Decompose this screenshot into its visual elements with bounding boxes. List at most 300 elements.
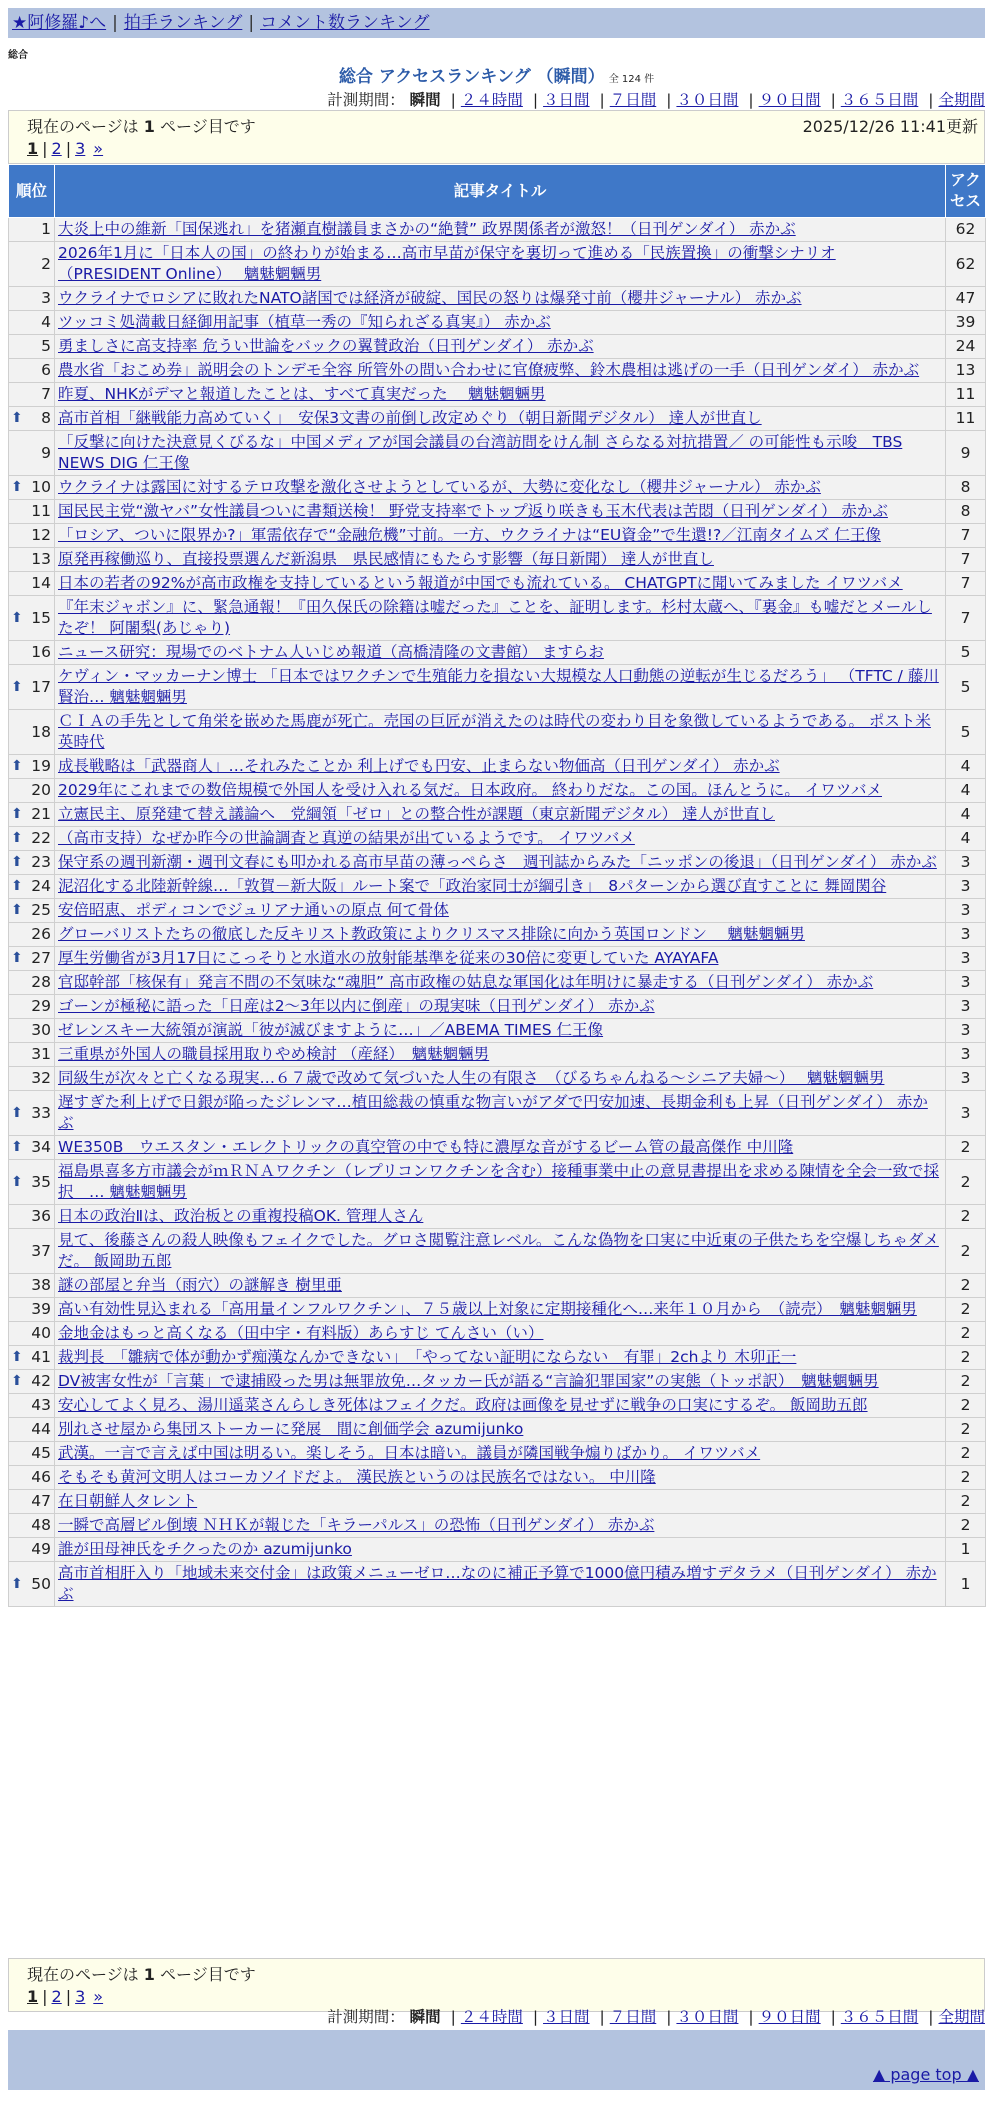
access-count: 3 [946,1091,986,1136]
up-arrow-icon: ⬆ [11,950,23,966]
rank-number: 48 [31,1516,51,1534]
access-count: 3 [946,1043,986,1067]
access-count: 13 [946,359,986,383]
table-row [9,827,986,851]
header-title: 記事タイトル [55,165,946,218]
rank-number: 25 [31,901,51,919]
article-title-link[interactable]: 官邸幹部「核保有」発言不問の不気味な“魂胆” 高市政権の姑息な軍国化は年明けに暴走する（日刊ゲンダイ） 赤かぶ [58,973,874,991]
rank-number: 24 [31,877,51,895]
up-arrow-icon: ⬆ [11,609,23,626]
access-count: 47 [946,287,986,311]
access-count: 24 [946,335,986,359]
title-cell [55,875,946,899]
article-title-link[interactable]: 「反撃に向けた決意見くびるな」中国メディアが国会議員の台湾訪問をけん制 さらなる対抗措置／ の可能性も示唆 TBS NEWS DIG 仁王像 [58,433,903,472]
table-row [9,1370,986,1394]
page-top-link[interactable]: ▲ page top ▲ [872,2065,979,2084]
rank-number: 39 [31,1300,51,1318]
rank-cell [9,1043,55,1067]
page-link-3[interactable]: 3 [75,139,86,158]
rank-cell [9,851,55,875]
table-row [9,500,986,524]
table-row [9,242,986,287]
rank-number: 8 [41,409,51,427]
header-rank: 順位 [9,165,55,218]
rank-cell [9,1538,55,1562]
article-title-link[interactable]: 成長戦略は「武器商人」…それみたことか 利上げでも円安、止まらない物価高（日刊ゲンダイ） 赤かぶ [58,757,780,775]
rank-cell [9,1562,55,1607]
table-row [9,1562,986,1607]
rank-number: 35 [31,1172,51,1191]
title-cell [55,1490,946,1514]
access-count: 7 [946,596,986,641]
title-cell [55,1370,946,1394]
access-count: 11 [946,383,986,407]
period-label: 計測期間： [327,2008,405,2026]
section-label: 総合 [8,50,28,61]
rank-number: 19 [31,757,51,775]
rank-cell [9,803,55,827]
article-title-link[interactable]: 金地金はもっと高くなる（田中宇・有料版）あらすじ てんさい（い） [58,1324,544,1342]
article-title-link[interactable]: ツッコミ処満載日経御用記事（植草一秀の『知られざる真実』） 赤かぶ [58,313,551,331]
title-cell [55,755,946,779]
article-title-link[interactable]: 2029年にこれまでの数倍規模で外国人を受け入れる気だ。日本政府。 終わりだな。この国。ほんとうに。 イワツバメ [58,781,882,799]
rank-number: 13 [31,550,51,568]
rank-cell [9,1136,55,1160]
access-count: 3 [946,995,986,1019]
access-count: 7 [946,572,986,596]
rank-number: 29 [31,997,51,1015]
access-count: 2 [946,1229,986,1274]
nav-link-asyura[interactable]: ★阿修羅♪へ [12,13,107,33]
table-row [9,1442,986,1466]
up-arrow-icon: ⬆ [11,902,23,918]
table-row [9,548,986,572]
article-title-link[interactable]: ウクライナでロシアに敗れたNATO諸国では経済が破綻、国民の怒りは爆発寸前（櫻井ジャーナル） 赤かぶ [58,289,802,307]
article-title-link[interactable]: 泥沼化する北陸新幹線…「敦賀－新大阪」ルート案で「政治家同士が綱引き」 8パターンから選び直すことに 舞岡関谷 [58,877,887,895]
table-row [9,875,986,899]
rank-cell [9,1274,55,1298]
article-title-link[interactable]: 原発再稼働巡り、直接投票選んだ新潟県 県民感情にもたらす影響（毎日新聞） 達人が世直し [58,550,714,568]
table-row [9,359,986,383]
table-row [9,1418,986,1442]
access-count: 11 [946,407,986,431]
title-cell [55,218,946,242]
period-link-90d[interactable]: ９０日間 [758,2008,821,2026]
page-title [0,62,993,87]
up-arrow-icon: ⬆ [11,878,23,894]
article-title-link[interactable]: 三重県が外国人の職員採用取りやめ検討 （産経） 魑魅魍魎男 [58,1045,490,1063]
access-count: 4 [946,779,986,803]
access-count: 3 [946,1067,986,1091]
rank-number: 22 [31,829,51,847]
title-cell [55,287,946,311]
pagination-top [8,110,985,164]
total-count: 全 124 件 [608,74,655,85]
access-count: 4 [946,755,986,779]
title-cell [55,803,946,827]
rank-cell [9,1322,55,1346]
page-next-link[interactable]: » [93,139,104,158]
rank-number: 49 [31,1540,51,1558]
table-row [9,803,986,827]
rank-cell [9,548,55,572]
rank-cell [9,1229,55,1274]
rank-cell [9,383,55,407]
article-title-link[interactable]: DV被害女性が「言葉」で逮捕殴った男は無罪放免…タッカー氏が語る“言論犯罪国家”の実態（トッポ訳） 魑魅魍魎男 [58,1372,879,1390]
period-link-365d[interactable]: ３６５日間 [840,2008,919,2026]
rank-cell [9,1346,55,1370]
up-arrow-icon: ⬆ [11,479,23,495]
rank-cell [9,641,55,665]
title-cell [55,971,946,995]
rank-cell [9,1442,55,1466]
table-row [9,641,986,665]
rank-number: 41 [31,1348,51,1366]
rank-number: 10 [31,478,51,496]
nav-link-clap-ranking[interactable]: 拍手ランキング [123,13,243,33]
rank-number: 44 [31,1420,51,1438]
rank-number: 45 [31,1444,51,1462]
article-title-link[interactable]: ＣＩＡの手先として角栄を嵌めた馬鹿が死亡。売国の巨匠が消えたのは時代の変わり目を象徴しているようである。 ポスト米英時代 [58,712,931,751]
title-cell [55,1205,946,1229]
access-count: 2 [946,1466,986,1490]
rank-cell [9,287,55,311]
rank-number: 7 [41,385,51,403]
rank-number: 2 [41,254,51,273]
title-cell [55,1562,946,1607]
table-row [9,383,986,407]
rank-cell [9,596,55,641]
rank-cell [9,1160,55,1205]
period-link-3d[interactable]: ３日間 [543,2008,590,2026]
table-row [9,1298,986,1322]
access-count: 5 [946,665,986,710]
rank-number: 33 [31,1103,51,1122]
nav-link-comment-ranking[interactable]: コメント数ランキング [260,13,430,33]
nav-separator: | [112,13,118,33]
current-page-text: 現在のページは 1 ページ目です [27,1965,256,1984]
table-row [9,218,986,242]
table-row [9,1538,986,1562]
access-count: 62 [946,242,986,287]
access-count: 2 [946,1346,986,1370]
rank-cell [9,923,55,947]
article-title-link[interactable]: 高い有効性見込まれる「高用量インフルワクチン」、７５歳以上対象に定期接種化へ…来年１０月から （読売） 魑魅魍魎男 [58,1300,917,1318]
access-count: 7 [946,548,986,572]
title-cell [55,500,946,524]
up-arrow-icon: ⬆ [11,1139,23,1155]
rank-number: 50 [31,1574,51,1593]
title-cell [55,431,946,476]
access-count: 39 [946,311,986,335]
table-row [9,287,986,311]
page-next-link[interactable]: » [93,1987,104,2006]
article-title-link[interactable]: 謎の部屋と弁当（雨穴）の謎解き 樹里亜 [58,1276,342,1294]
title-cell [55,923,946,947]
rank-cell [9,1205,55,1229]
title-cell [55,1346,946,1370]
article-title-link[interactable]: 『年末ジャボン』に、緊急通報！『田久保氏の除籍は嘘だった』ことを、証明します。杉村太蔵へ、『裏金』も嘘だとメールしたぞ！ 阿闍梨(あじゃり) [58,598,932,637]
period-link-all[interactable]: 全期間 [938,2008,985,2026]
table-row [9,1205,986,1229]
access-count: 3 [946,875,986,899]
title-cell [55,476,946,500]
title-cell [55,383,946,407]
pagination-bottom [8,1958,985,2012]
table-row [9,995,986,1019]
rank-number: 14 [31,574,51,592]
period-label: 計測期間： [327,91,405,109]
table-row [9,1229,986,1274]
access-count: 1 [946,1538,986,1562]
rank-number: 11 [31,502,51,520]
rank-cell [9,1466,55,1490]
table-row [9,311,986,335]
rank-number: 34 [31,1138,51,1156]
access-count: 2 [946,1205,986,1229]
access-count: 3 [946,851,986,875]
up-arrow-icon: ⬆ [11,758,23,774]
article-title-link[interactable]: 昨夏、NHKがデマと報道したことは、すべて真実だった 魑魅魍魎男 [58,385,546,403]
rank-cell [9,1418,55,1442]
access-count: 3 [946,923,986,947]
title-cell [55,1019,946,1043]
rank-cell [9,1394,55,1418]
rank-cell [9,1019,55,1043]
table-header-row [9,165,986,218]
article-title-link[interactable]: 高市首相肝入り「地域未来交付金」は政策メニューゼロ…なのに補正予算で1000億円積み増すデタラメ（日刊ゲンダイ） 赤かぶ [58,1564,937,1603]
title-cell [55,1442,946,1466]
period-link-30d[interactable]: ３０日間 [676,2008,739,2026]
title-cell [55,947,946,971]
article-title-link[interactable]: グローバリストたちの徹底した反キリスト教政策によりクリスマス排除に向かう英国ロンドン 魑魅魍魎男 [58,925,805,943]
rank-cell [9,242,55,287]
page-link-2[interactable]: 2 [51,139,62,158]
table-row [9,1136,986,1160]
table-row [9,407,986,431]
access-count: 2 [946,1490,986,1514]
table-row [9,476,986,500]
table-row [9,923,986,947]
period-selector-top: 計測期間： 瞬間 | ２４時間 | ３日間 | ７日間 | ３０日間 | ９０日間 | ３６５日間 | 全期間 [327,91,985,109]
title-cell [55,1160,946,1205]
access-count: 2 [946,1298,986,1322]
access-count: 5 [946,641,986,665]
table-row [9,947,986,971]
period-selector-bottom: 計測期間： 瞬間 | ２４時間 | ３日間 | ７日間 | ３０日間 | ９０日間 | ３６５日間 | 全期間 [327,2008,985,2026]
table-row [9,1394,986,1418]
article-title-link[interactable]: 武漢。一言で言えば中国は明るい。楽しそう。日本は暗い。議員が隣国戦争煽りばかり。 イワツバメ [58,1444,761,1462]
title-cell [55,524,946,548]
rank-number: 32 [31,1069,51,1087]
access-count: 2 [946,1370,986,1394]
table-row [9,1346,986,1370]
access-count: 7 [946,524,986,548]
page-link-2[interactable]: 2 [51,1987,62,2006]
title-cell [55,407,946,431]
updated-timestamp: 2025/12/26 11:41更新 [802,117,978,136]
period-link-24h[interactable]: ２４時間 [460,91,523,109]
title-cell [55,779,946,803]
rank-cell [9,755,55,779]
table-row [9,755,986,779]
article-title-link[interactable]: ニュース研究：現場でのベトナム人いじめ報道（高橋清隆の文書館） ますらお [58,643,604,661]
rank-number: 20 [31,781,51,799]
table-row [9,710,986,755]
page-links: 1 | 2 | 3 » [27,1987,104,2006]
up-arrow-icon: ⬆ [11,1373,23,1389]
title-cell [55,1043,946,1067]
article-title-link[interactable]: 立憲民主、原発建て替え議論へ 党綱領「ゼロ」との整合性が課題（東京新聞デジタル） 達人が世直し [58,805,776,823]
rank-cell [9,875,55,899]
up-arrow-icon: ⬆ [11,678,23,695]
up-arrow-icon: ⬆ [11,1575,23,1592]
article-title-link[interactable]: ウクライナは露国に対するテロ攻撃を激化させようとしているが、大勢に変化なし（櫻井ジャーナル） 赤かぶ [58,478,821,496]
period-link-7d[interactable]: ７日間 [609,2008,657,2026]
rank-number: 36 [31,1207,51,1225]
period-link-7d[interactable]: ７日間 [609,91,657,109]
article-title-link[interactable]: 保守系の週刊新潮・週刊文春にも叩かれる高市早苗の薄っぺらさ 週刊誌からみた「ニッポンの後退」（日刊ゲンダイ） 赤かぶ [58,853,937,871]
rank-number: 43 [31,1396,51,1414]
rank-cell [9,407,55,431]
rank-number: 5 [41,337,51,355]
title-cell [55,1322,946,1346]
article-title-link[interactable]: 「ロシア、ついに限界か?」軍需依存で“金融危機”寸前。一方、ウクライナは“EU資金”で生還!?／江南タイムズ 仁王像 [58,526,881,544]
table-row [9,431,986,476]
access-count: 2 [946,1136,986,1160]
title-cell [55,1091,946,1136]
article-title-link[interactable]: 高市首相「継戦能力高めていく」 安保3文書の前倒し改定めぐり（朝日新聞デジタル） 達人が世直し [58,409,762,427]
article-title-link[interactable]: 別れさせ屋から集団ストーカーに発展 間に創価学会 azumijunko [58,1420,524,1438]
rank-number: 37 [31,1241,51,1260]
title-cell [55,1274,946,1298]
rank-cell [9,335,55,359]
page-links: 1 | 2 | 3 » [27,139,104,158]
rank-number: 3 [41,289,51,307]
access-count: 8 [946,476,986,500]
access-count: 4 [946,827,986,851]
access-count: 3 [946,971,986,995]
nav-separator: | [248,13,255,33]
article-title-link[interactable]: そもそも黄河文明人はコーカソイドだよ。 漢民族というのは民族名ではない。 中川隆 [58,1468,656,1486]
period-link-3d[interactable]: ３日間 [543,91,590,109]
table-row [9,1043,986,1067]
rank-cell [9,500,55,524]
article-title-link[interactable]: 同級生が次々と亡くなる現実…６７歳で改めて気づいた人生の有限さ （びるちゃんねる～シニア夫婦～） 魑魅魍魎男 [58,1069,885,1087]
title-cell [55,665,946,710]
rank-number: 21 [31,805,51,823]
table-row [9,971,986,995]
rank-number: 17 [31,677,51,696]
article-title-link[interactable]: ゴーンが極秘に語った「日産は2～3年以内に倒産」の現実味（日刊ゲンダイ） 赤かぶ [58,997,655,1015]
access-count: 3 [946,947,986,971]
article-title-link[interactable]: 誰が田母神氏をチクったのか azumijunko [58,1540,352,1558]
rank-cell [9,524,55,548]
rank-number: 12 [31,526,51,544]
article-title-link[interactable]: 遅すぎた利上げで日銀が陥ったジレンマ…植田総裁の慎重な物言いがアダで円安加速、長期金利も上昇（日刊ゲンダイ） 赤かぶ [58,1093,928,1132]
rank-number: 40 [31,1324,51,1342]
article-title-link[interactable]: 勇ましさに高支持率 危うい世論をバックの翼賛政治（日刊ゲンダイ） 赤かぶ [58,337,594,355]
rank-cell [9,1091,55,1136]
article-title-link[interactable]: WE350B ウエスタン・エレクトリックの真空管の中でも特に濃厚な音がするビーム管の最高傑作 中川隆 [58,1138,794,1156]
article-title-link[interactable]: 大炎上中の維新「国保逃れ」を猪瀬直樹議員まさかの“絶賛” 政界関係者が激怒！（日刊ゲンダイ） 赤かぶ [58,220,796,238]
article-title-link[interactable]: ゼレンスキー大統領が演説「彼が滅びますように…」／ABEMA TIMES 仁王像 [58,1021,604,1039]
access-count: 2 [946,1442,986,1466]
access-count: 4 [946,803,986,827]
rank-cell [9,311,55,335]
table-row [9,1160,986,1205]
article-title-link[interactable]: 農水省「おこめ券」説明会のトンデモ全容 所管外の問い合わせに官僚疲弊、鈴木農相は逃げの一手（日刊ゲンダイ） 赤かぶ [58,361,920,379]
access-count: 2 [946,1322,986,1346]
access-count: 2 [946,1274,986,1298]
up-arrow-icon: ⬆ [11,830,23,846]
article-title-link[interactable]: 日本の政治Ⅱは、政治板との重複投稿OK. 管理人さん [58,1207,424,1225]
access-count: 2 [946,1394,986,1418]
period-link-30d[interactable]: ３０日間 [676,91,739,109]
title-cell [55,710,946,755]
title-cell [55,1298,946,1322]
rank-cell [9,710,55,755]
title-cell [55,851,946,875]
article-title-link[interactable]: （高市支持）なぜか昨今の世論調査と真逆の結果が出ているようです。 イワツバメ [58,829,635,847]
article-title-link[interactable]: 裁判長 「雛病で体が動かず痴漢なんかできない」 「やってない証明にならない 有罪」2chより 木卯正一 [58,1348,797,1366]
article-title-link[interactable]: 福島県喜多方市議会がｍＲＮＡワクチン（レプリコンワクチンを含む）接種事業中止の意見書提出を求める陳情を全会一致で採択 … 魑魅魍魎男 [58,1162,940,1201]
rank-number: 4 [41,313,51,331]
table-row [9,899,986,923]
article-title-link[interactable]: 国民民主党“激ヤバ”女性議員ついに書類送検！ 野党支持率でトップ返り咲きも玉木代表は苦悶（日刊ゲンダイ） 赤かぶ [58,502,888,520]
article-title-link[interactable]: ケヴィン・マッカーナン博士 「日本ではワクチンで生殖能力を損ない大規模な人口動態の逆転が生じるだろう」 （TFTC / 藤川賢治… 魑魅魍魎男 [58,667,939,706]
access-count: 2 [946,1418,986,1442]
article-title-link[interactable]: 見て、後藤さんの殺人映像もフェイクでした。グロさ閲覧注意レベル。こんな偽物を口実に中近東の子供たちを空爆しちゃダメだ。 飯岡助五郎 [58,1231,939,1270]
rank-cell [9,359,55,383]
period-link-24h[interactable]: ２４時間 [460,2008,523,2026]
period-link-all[interactable]: 全期間 [938,91,985,109]
rank-cell [9,827,55,851]
access-count: 1 [946,1562,986,1607]
period-link-365d[interactable]: ３６５日間 [840,91,919,109]
article-title-link[interactable]: 安倍昭恵、ポディコンでジュリアナ通いの原点 何て骨体 [58,901,449,919]
table-row [9,1322,986,1346]
period-current: 瞬間 [409,2008,441,2026]
rank-cell [9,899,55,923]
article-title-link[interactable]: 安心してよく見ろ、湯川遥菜さんらしき死体はフェイクだ。政府は画像を見せずに戦争の口実にするぞ。 飯岡助五郎 [58,1396,868,1414]
rank-cell [9,665,55,710]
access-count: 2 [946,1160,986,1205]
rank-number: 30 [31,1021,51,1039]
article-title-link[interactable]: 在日朝鮮人タレント [58,1492,198,1510]
rank-cell [9,947,55,971]
up-arrow-icon: ⬆ [11,1349,23,1365]
rank-number: 31 [31,1045,51,1063]
header-access: アクセス [946,165,986,218]
page-link-3[interactable]: 3 [75,1987,86,2006]
rank-cell [9,779,55,803]
article-title-link[interactable]: 一瞬で高層ビル倒壊 ＮＨＫが報じた「キラーパルス」の恐怖（日刊ゲンダイ） 赤かぶ [58,1516,655,1534]
access-count: 9 [946,431,986,476]
period-current: 瞬間 [409,91,441,109]
title-cell [55,1229,946,1274]
article-title-link[interactable]: 2026年1月に「日本人の国」の終わりが始まる…高市早苗が保守を裏切って進める「民族置換」の衝撃シナリオ （PRESIDENT Online） 魑魅魍魎男 [58,244,836,283]
article-title-link[interactable]: 厚生労働省が3月17日にこっそりと水道水の放射能基準を従来の30倍に変更していた AYAYAFA [58,949,719,967]
title-cell [55,1466,946,1490]
period-link-90d[interactable]: ９０日間 [758,91,821,109]
title-cell [55,641,946,665]
table-row [9,335,986,359]
article-title-link[interactable]: 日本の若者の92%が高市政権を支持しているという報道が中国でも流れている。 CHATGPTに聞いてみました イワツバメ [58,574,903,592]
access-count: 8 [946,500,986,524]
access-count: 5 [946,710,986,755]
page-current: 1 [27,139,39,158]
